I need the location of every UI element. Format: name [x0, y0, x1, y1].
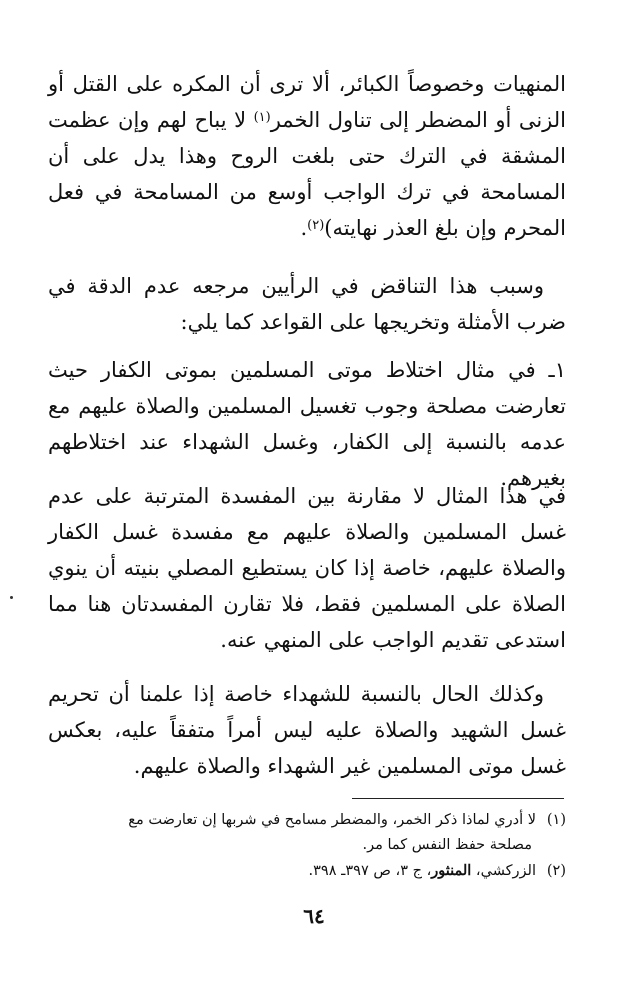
- footnote-ref-1: (١): [253, 110, 271, 125]
- paragraph-analysis: [48, 478, 566, 658]
- footnote-2-title: المنثور: [431, 862, 472, 879]
- p1-line-2a: الزنى أو المضطر إلى تناول الخمر: [270, 108, 566, 132]
- footnote-divider: [352, 798, 564, 799]
- paragraph-continuation: [48, 66, 566, 246]
- footnote-ref-2: (٢): [307, 218, 325, 233]
- footnote-2-author: الزركشي،: [471, 863, 536, 879]
- p1-line-4: في ترك الواجب أوسع من المسامحة في فعل المحرم وإن بلغ: [48, 180, 566, 240]
- footnote-2-number: (٢): [546, 863, 566, 879]
- footnote-1-number: (١): [546, 812, 566, 828]
- footnote-2-reference: ، ج ٣، ص ٣٩٧ـ ٣٩٨.: [308, 863, 432, 879]
- p1-line-5a: العذر نهايته): [324, 216, 429, 240]
- page-number: ٦٤: [303, 904, 325, 928]
- footnote-1-line-1: لا أدري لماذا ذكر الخمر، والمضطر مسامح في شربها إن تعارضت مع: [128, 812, 536, 828]
- p1-line-5b: .: [300, 216, 308, 240]
- paragraph-example-1: [48, 352, 566, 496]
- footnote-2: [48, 858, 566, 884]
- p1-line-2b: لا يباح لهم وإن عظمت: [48, 108, 254, 132]
- paragraph-reason: [48, 268, 566, 340]
- p1-line-3: المشقة في الترك حتى بلغت الروح وهذا يدل على أن المسامحة: [48, 144, 566, 204]
- footnote-1-continuation: [48, 833, 566, 858]
- footnotes: [48, 808, 566, 884]
- margin-speck: [10, 596, 13, 599]
- paragraph-2-text: وسبب هذا التناقض في الرأيين مرجعه عدم الدقة في ضرب الأمثلة وتخريجها على القواعد كما يلي:: [48, 274, 566, 334]
- paragraph-5-text: وكذلك الحال بالنسبة للشهداء خاصة إذا علمنا أن تحريم غسل الشهيد والصلاة عليه ليس أمراً متفقاً عليه، بعكس غسل موتى المسلمين غير الشهداء والصلاة عليهم.: [48, 682, 566, 778]
- p1-line-1: المنهيات وخصوصاً الكبائر، ألا ترى أن المكره على القتل أو: [48, 72, 566, 96]
- paragraph-4-text: في هذا المثال لا مقارنة بين المفسدة المترتبة على عدم غسل المسلمين والصلاة عليهم مع مفسدة غسل الكفار والصلاة عليهم، خاصة إذا كان يستطيع المصلي بنيته أن ينوي الصلاة على المسلمين فقط، فلا تقارن المفسدتان هنا مما استدعى تقديم الواجب على المنهي عنه.: [48, 484, 566, 652]
- paragraph-3-text: ١ـ في مثال اختلاط موتى المسلمين بموتى الكفار حيث تعارضت مصلحة وجوب تغسيل المسلمين والصلاة عليهم مع عدمه بالنسبة إلى الكفار، وغسل الشهداء عند اختلاطهم بغيرهم.: [48, 358, 566, 490]
- paragraph-martyrs: [48, 676, 566, 784]
- footnote-1: [48, 808, 566, 833]
- footnote-1-line-2: مصلحة حفظ النفس كما مر.: [362, 837, 532, 853]
